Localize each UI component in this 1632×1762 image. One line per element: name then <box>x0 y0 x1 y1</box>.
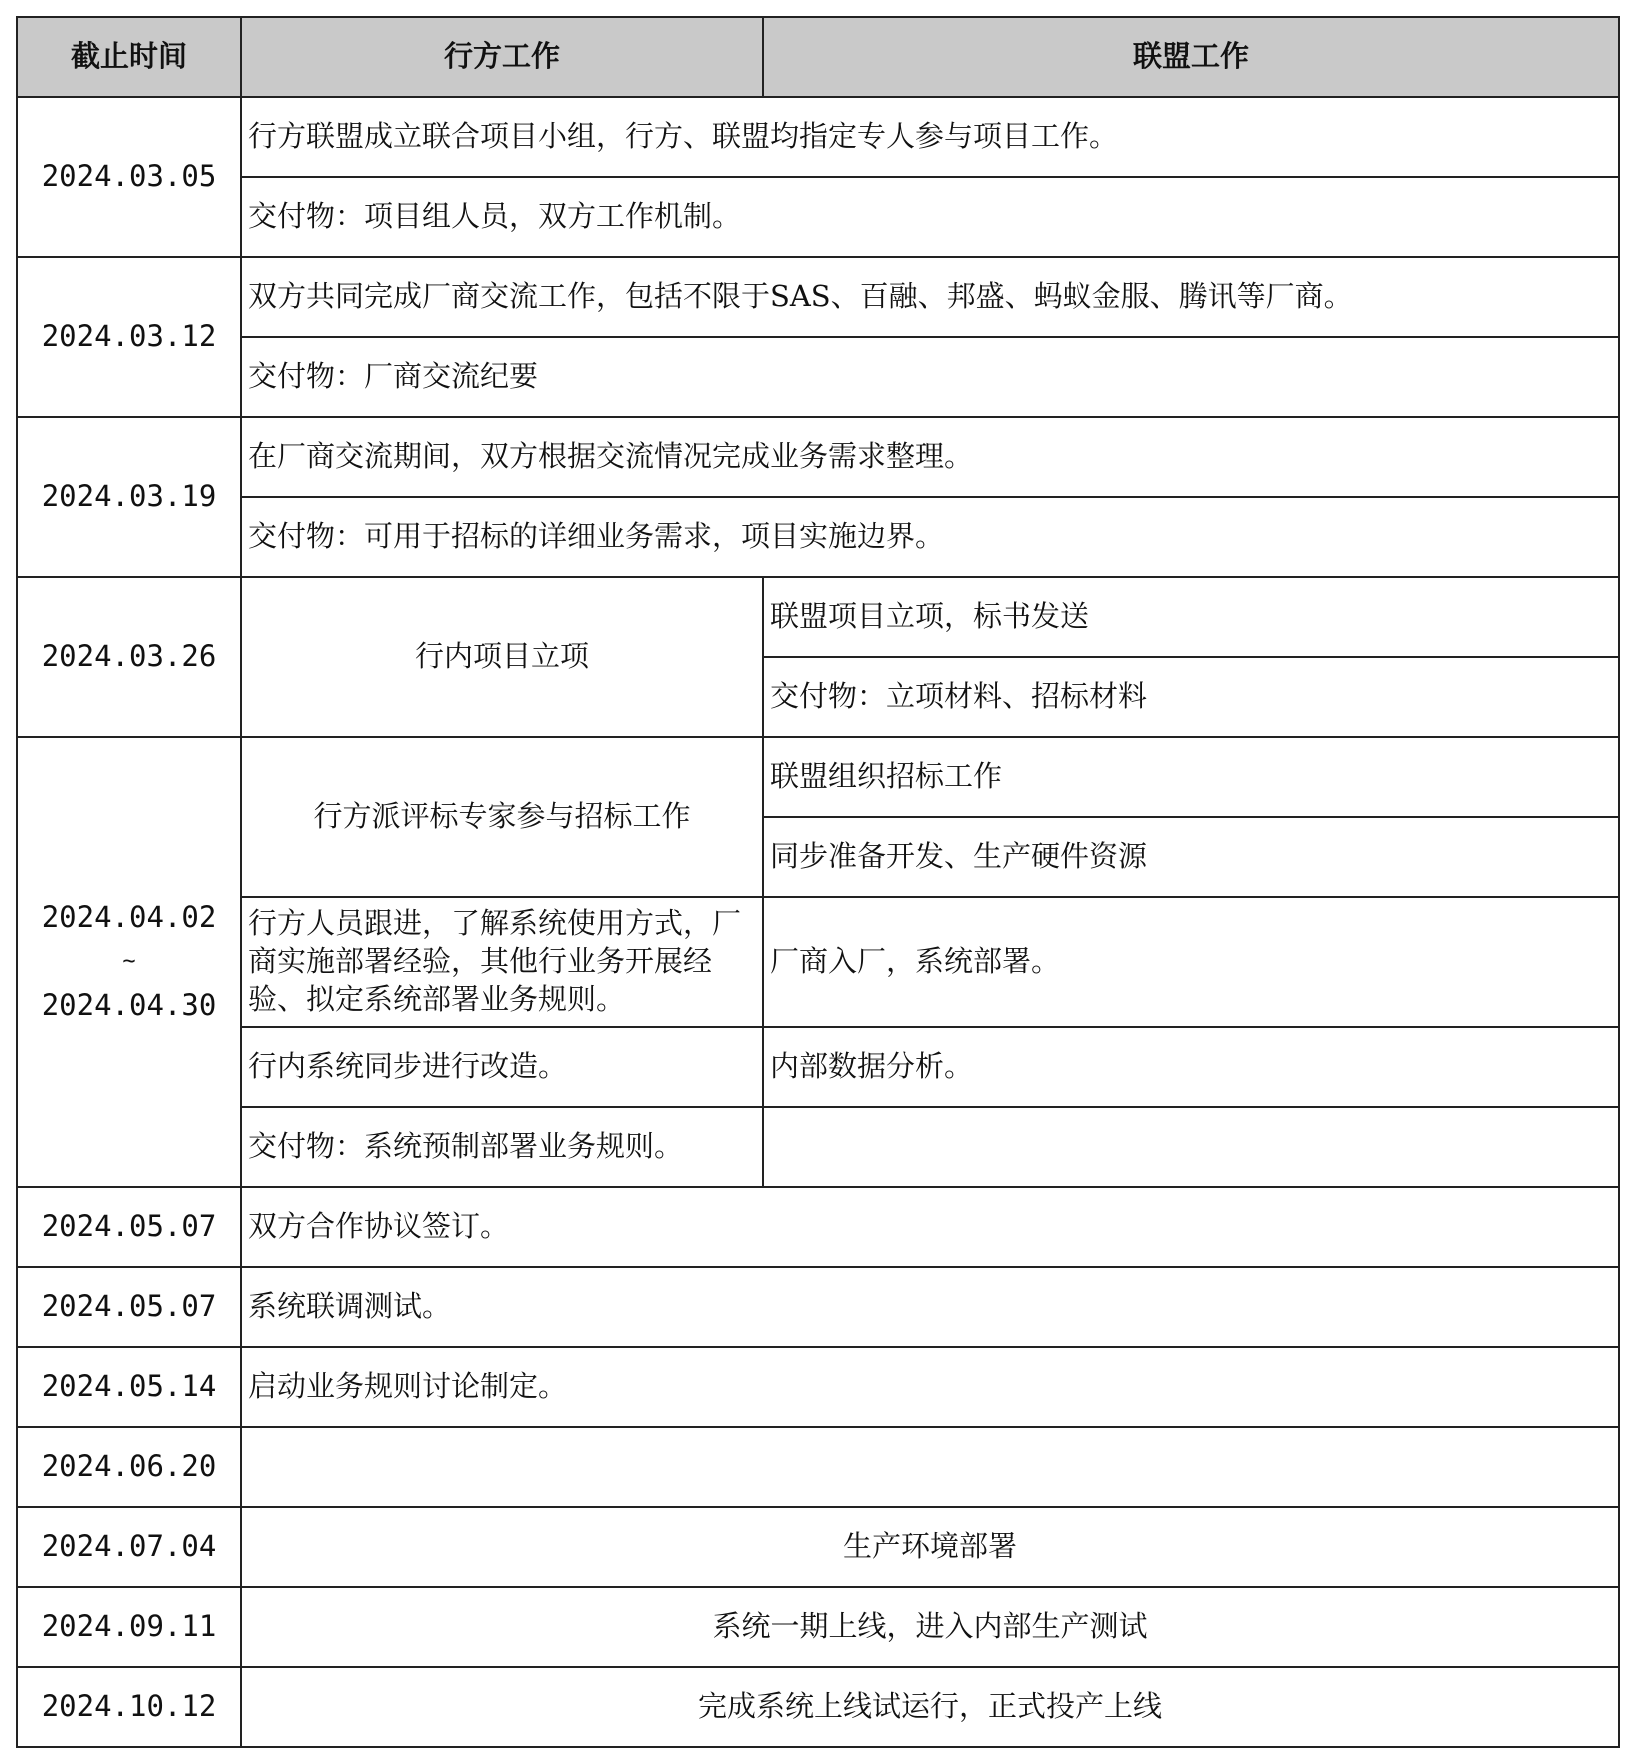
table-row <box>17 1347 1619 1427</box>
bank-work-cell: 行方派评标专家参与招标工作 <box>241 737 763 897</box>
bank-work-cell: 行方人员跟进，了解系统使用方式，厂商实施部署经验，其他行业务开展经验、拟定系统部署业务规则。 <box>241 897 763 1027</box>
table-row <box>17 897 1619 1027</box>
table-row <box>17 1667 1619 1747</box>
bank-work-cell: 行内系统同步进行改造。 <box>241 1027 763 1107</box>
alliance-work-cell: 内部数据分析。 <box>763 1027 1619 1107</box>
table-row <box>17 1587 1619 1667</box>
alliance-work-cell: 联盟组织招标工作 <box>763 737 1619 817</box>
joint-work-cell: 生产环境部署 <box>241 1507 1619 1587</box>
alliance-work-cell: 联盟项目立项，标书发送 <box>763 577 1619 657</box>
table-row <box>17 1507 1619 1587</box>
date-cell: 2024.05.07 <box>17 1267 241 1347</box>
date-cell: 2024.07.04 <box>17 1507 241 1587</box>
joint-work-cell: 行方联盟成立联合项目小组，行方、联盟均指定专人参与项目工作。 <box>241 97 1619 177</box>
header-row <box>17 17 1619 97</box>
table-row <box>17 417 1619 497</box>
date-range-start: 2024.04.02 <box>41 900 217 935</box>
header-bank-work: 行方工作 <box>241 17 763 97</box>
deliverable-cell: 交付物：厂商交流纪要 <box>241 337 1619 417</box>
joint-work-cell <box>241 1427 1619 1507</box>
joint-work-cell: 系统一期上线，进入内部生产测试 <box>241 1587 1619 1667</box>
deliverable-cell: 交付物：可用于招标的详细业务需求，项目实施边界。 <box>241 497 1619 577</box>
table-row <box>17 497 1619 577</box>
joint-work-cell: 双方合作协议签订。 <box>241 1187 1619 1267</box>
joint-work-cell: 在厂商交流期间，双方根据交流情况完成业务需求整理。 <box>241 417 1619 497</box>
bank-deliverable-cell: 交付物：系统预制部署业务规则。 <box>241 1107 763 1187</box>
alliance-empty-cell <box>763 1107 1619 1187</box>
date-cell: 2024.06.20 <box>17 1427 241 1507</box>
joint-work-cell: 启动业务规则讨论制定。 <box>241 1347 1619 1427</box>
table-row <box>17 1267 1619 1347</box>
date-range-end: 2024.04.30 <box>41 988 217 1022</box>
table-row <box>17 1107 1619 1187</box>
table-row <box>17 737 1619 817</box>
date-range-separator: ~ <box>122 949 136 974</box>
table-row <box>17 337 1619 417</box>
alliance-deliverable-cell: 交付物：立项材料、招标材料 <box>763 657 1619 737</box>
date-cell: 2024.03.05 <box>17 97 241 257</box>
schedule-table <box>16 16 1620 1748</box>
header-date: 截止时间 <box>17 17 241 97</box>
date-cell: 2024.03.26 <box>17 577 241 737</box>
joint-work-cell: 完成系统上线试运行，正式投产上线 <box>241 1667 1619 1747</box>
bank-work-cell: 行内项目立项 <box>241 577 763 737</box>
date-cell: 2024.03.19 <box>17 417 241 577</box>
alliance-work-cell: 同步准备开发、生产硬件资源 <box>763 817 1619 897</box>
table-row <box>17 257 1619 337</box>
joint-work-cell: 系统联调测试。 <box>241 1267 1619 1347</box>
date-cell: 2024.10.12 <box>17 1667 241 1747</box>
joint-work-cell: 双方共同完成厂商交流工作，包括不限于SAS、百融、邦盛、蚂蚁金服、腾讯等厂商。 <box>241 257 1619 337</box>
deliverable-cell: 交付物：项目组人员，双方工作机制。 <box>241 177 1619 257</box>
date-range-cell <box>17 737 241 1187</box>
table-row <box>17 1027 1619 1107</box>
table-row <box>17 97 1619 177</box>
date-cell: 2024.09.11 <box>17 1587 241 1667</box>
date-cell: 2024.05.07 <box>17 1187 241 1267</box>
table-row <box>17 177 1619 257</box>
header-alliance-work: 联盟工作 <box>763 17 1619 97</box>
date-cell: 2024.05.14 <box>17 1347 241 1427</box>
date-cell: 2024.03.12 <box>17 257 241 417</box>
alliance-work-cell: 厂商入厂，系统部署。 <box>763 897 1619 1027</box>
table-row <box>17 577 1619 657</box>
table-row <box>17 1427 1619 1507</box>
table-row <box>17 1187 1619 1267</box>
